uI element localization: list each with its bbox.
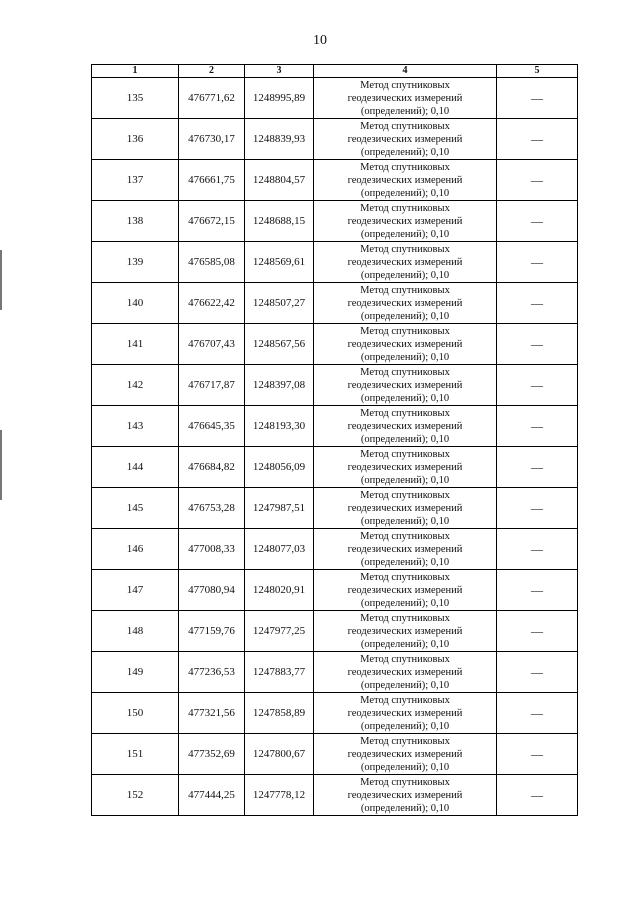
- method-line: (определений); 0,10: [360, 187, 450, 199]
- point-number: 141: [92, 324, 179, 365]
- dash-cell: —: [497, 365, 578, 406]
- table-row: [92, 119, 578, 160]
- coordinate-x: 476684,82: [179, 447, 245, 488]
- point-number: 148: [92, 611, 179, 652]
- point-number: 144: [92, 447, 179, 488]
- method-cell: [314, 160, 497, 201]
- method-line: (определений); 0,10: [360, 105, 450, 117]
- point-number: 139: [92, 242, 179, 283]
- coordinate-x: 476753,28: [179, 488, 245, 529]
- coordinate-y: 1248507,27: [245, 283, 314, 324]
- method-line: Метод спутниковых: [360, 120, 450, 132]
- method-line: геодезических измерений: [347, 789, 463, 801]
- coordinate-y: 1247987,51: [245, 488, 314, 529]
- dash-cell: —: [497, 611, 578, 652]
- method-line: (определений); 0,10: [360, 720, 450, 732]
- method-line: Метод спутниковых: [360, 243, 450, 255]
- table-row: [92, 78, 578, 119]
- method-cell: [314, 734, 497, 775]
- scan-edge-mark: [0, 430, 2, 500]
- dash-cell: —: [497, 652, 578, 693]
- coordinate-y: 1248995,89: [245, 78, 314, 119]
- point-number: 143: [92, 406, 179, 447]
- coordinate-y: 1247883,77: [245, 652, 314, 693]
- method-line: геодезических измерений: [347, 215, 463, 227]
- method-line: Метод спутниковых: [360, 407, 450, 419]
- method-line: Метод спутниковых: [360, 489, 450, 501]
- method-line: (определений); 0,10: [360, 146, 450, 158]
- point-number: 146: [92, 529, 179, 570]
- coordinates-table: [91, 64, 578, 816]
- coordinate-x: 476730,17: [179, 119, 245, 160]
- dash-cell: —: [497, 324, 578, 365]
- dash-cell: —: [497, 775, 578, 816]
- scan-edge-mark: [0, 250, 2, 310]
- coordinate-y: 1248567,56: [245, 324, 314, 365]
- dash-cell: —: [497, 78, 578, 119]
- method-line: Метод спутниковых: [360, 735, 450, 747]
- coordinate-y: 1247778,12: [245, 775, 314, 816]
- table-row: [92, 324, 578, 365]
- method-line: (определений); 0,10: [360, 269, 450, 281]
- method-line: геодезических измерений: [347, 338, 463, 350]
- point-number: 142: [92, 365, 179, 406]
- method-cell: [314, 242, 497, 283]
- method-line: (определений); 0,10: [360, 474, 450, 486]
- method-cell: [314, 775, 497, 816]
- method-line: Метод спутниковых: [360, 448, 450, 460]
- coordinate-x: 476707,43: [179, 324, 245, 365]
- point-number: 151: [92, 734, 179, 775]
- coordinate-x: 476661,75: [179, 160, 245, 201]
- method-line: Метод спутниковых: [360, 325, 450, 337]
- column-header: 2: [179, 65, 245, 78]
- coordinate-y: 1248688,15: [245, 201, 314, 242]
- dash-cell: —: [497, 529, 578, 570]
- method-line: геодезических измерений: [347, 420, 463, 432]
- table-row: [92, 693, 578, 734]
- coordinate-y: 1247800,67: [245, 734, 314, 775]
- table-row: [92, 488, 578, 529]
- coordinate-x: 476622,42: [179, 283, 245, 324]
- coordinate-x: 476717,87: [179, 365, 245, 406]
- point-number: 140: [92, 283, 179, 324]
- method-line: (определений); 0,10: [360, 351, 450, 363]
- coordinate-y: 1248569,61: [245, 242, 314, 283]
- dash-cell: —: [497, 734, 578, 775]
- table-row: [92, 447, 578, 488]
- method-line: геодезических измерений: [347, 748, 463, 760]
- method-line: Метод спутниковых: [360, 161, 450, 173]
- point-number: 152: [92, 775, 179, 816]
- method-line: геодезических измерений: [347, 584, 463, 596]
- method-cell: [314, 529, 497, 570]
- coordinate-x: 476771,62: [179, 78, 245, 119]
- method-line: геодезических измерений: [347, 174, 463, 186]
- coordinate-y: 1248077,03: [245, 529, 314, 570]
- method-line: (определений); 0,10: [360, 515, 450, 527]
- table-row: [92, 529, 578, 570]
- method-line: Метод спутниковых: [360, 530, 450, 542]
- coordinate-y: 1248397,08: [245, 365, 314, 406]
- column-header: 1: [92, 65, 179, 78]
- method-cell: [314, 119, 497, 160]
- method-cell: [314, 406, 497, 447]
- coordinate-y: 1248193,30: [245, 406, 314, 447]
- method-cell: [314, 447, 497, 488]
- coordinate-x: 477236,53: [179, 652, 245, 693]
- method-cell: [314, 488, 497, 529]
- coordinate-y: 1248020,91: [245, 570, 314, 611]
- dash-cell: —: [497, 201, 578, 242]
- method-line: Метод спутниковых: [360, 653, 450, 665]
- coordinate-x: 477080,94: [179, 570, 245, 611]
- method-line: (определений); 0,10: [360, 638, 450, 650]
- method-cell: [314, 652, 497, 693]
- method-cell: [314, 283, 497, 324]
- method-line: геодезических измерений: [347, 502, 463, 514]
- method-line: (определений); 0,10: [360, 679, 450, 691]
- coordinate-x: 476645,35: [179, 406, 245, 447]
- method-line: геодезических измерений: [347, 133, 463, 145]
- coordinate-y: 1248839,93: [245, 119, 314, 160]
- coordinate-x: 476585,08: [179, 242, 245, 283]
- method-line: Метод спутниковых: [360, 776, 450, 788]
- dash-cell: —: [497, 447, 578, 488]
- method-line: геодезических измерений: [347, 707, 463, 719]
- method-line: Метод спутниковых: [360, 284, 450, 296]
- table-header-row: [92, 65, 578, 78]
- method-line: (определений); 0,10: [360, 392, 450, 404]
- point-number: 145: [92, 488, 179, 529]
- method-line: (определений); 0,10: [360, 556, 450, 568]
- method-line: (определений); 0,10: [360, 310, 450, 322]
- method-cell: [314, 324, 497, 365]
- coordinate-x: 477321,56: [179, 693, 245, 734]
- point-number: 137: [92, 160, 179, 201]
- table-row: [92, 652, 578, 693]
- table-row: [92, 242, 578, 283]
- point-number: 150: [92, 693, 179, 734]
- dash-cell: —: [497, 406, 578, 447]
- dash-cell: —: [497, 570, 578, 611]
- dash-cell: —: [497, 488, 578, 529]
- coordinate-y: 1248056,09: [245, 447, 314, 488]
- table-row: [92, 365, 578, 406]
- coordinate-y: 1248804,57: [245, 160, 314, 201]
- method-cell: [314, 365, 497, 406]
- method-line: геодезических измерений: [347, 92, 463, 104]
- method-cell: [314, 201, 497, 242]
- table-row: [92, 201, 578, 242]
- table-row: [92, 406, 578, 447]
- column-header: 5: [497, 65, 578, 78]
- coordinate-y: 1247858,89: [245, 693, 314, 734]
- method-line: Метод спутниковых: [360, 366, 450, 378]
- method-line: (определений); 0,10: [360, 802, 450, 814]
- dash-cell: —: [497, 119, 578, 160]
- column-header: 4: [314, 65, 497, 78]
- coordinate-x: 476672,15: [179, 201, 245, 242]
- dash-cell: —: [497, 693, 578, 734]
- method-line: геодезических измерений: [347, 461, 463, 473]
- method-cell: [314, 611, 497, 652]
- method-line: Метод спутниковых: [360, 694, 450, 706]
- method-line: (определений); 0,10: [360, 228, 450, 240]
- table-row: [92, 734, 578, 775]
- point-number: 135: [92, 78, 179, 119]
- method-line: Метод спутниковых: [360, 202, 450, 214]
- table-row: [92, 611, 578, 652]
- coordinate-x: 477352,69: [179, 734, 245, 775]
- method-line: (определений); 0,10: [360, 761, 450, 773]
- method-line: геодезических измерений: [347, 379, 463, 391]
- column-header: 3: [245, 65, 314, 78]
- dash-cell: —: [497, 160, 578, 201]
- method-line: геодезических измерений: [347, 297, 463, 309]
- method-line: геодезических измерений: [347, 256, 463, 268]
- coordinate-y: 1247977,25: [245, 611, 314, 652]
- method-line: геодезических измерений: [347, 543, 463, 555]
- point-number: 136: [92, 119, 179, 160]
- table-row: [92, 283, 578, 324]
- method-line: Метод спутниковых: [360, 612, 450, 624]
- coordinate-x: 477444,25: [179, 775, 245, 816]
- dash-cell: —: [497, 242, 578, 283]
- point-number: 147: [92, 570, 179, 611]
- method-line: геодезических измерений: [347, 625, 463, 637]
- method-line: (определений); 0,10: [360, 597, 450, 609]
- method-cell: [314, 693, 497, 734]
- table-row: [92, 160, 578, 201]
- method-cell: [314, 78, 497, 119]
- coordinate-x: 477008,33: [179, 529, 245, 570]
- table-row: [92, 570, 578, 611]
- point-number: 138: [92, 201, 179, 242]
- dash-cell: —: [497, 283, 578, 324]
- method-cell: [314, 570, 497, 611]
- method-line: Метод спутниковых: [360, 571, 450, 583]
- page-number: 10: [313, 33, 327, 48]
- method-line: (определений); 0,10: [360, 433, 450, 445]
- point-number: 149: [92, 652, 179, 693]
- coordinate-x: 477159,76: [179, 611, 245, 652]
- method-line: Метод спутниковых: [360, 79, 450, 91]
- table-row: [92, 775, 578, 816]
- method-line: геодезических измерений: [347, 666, 463, 678]
